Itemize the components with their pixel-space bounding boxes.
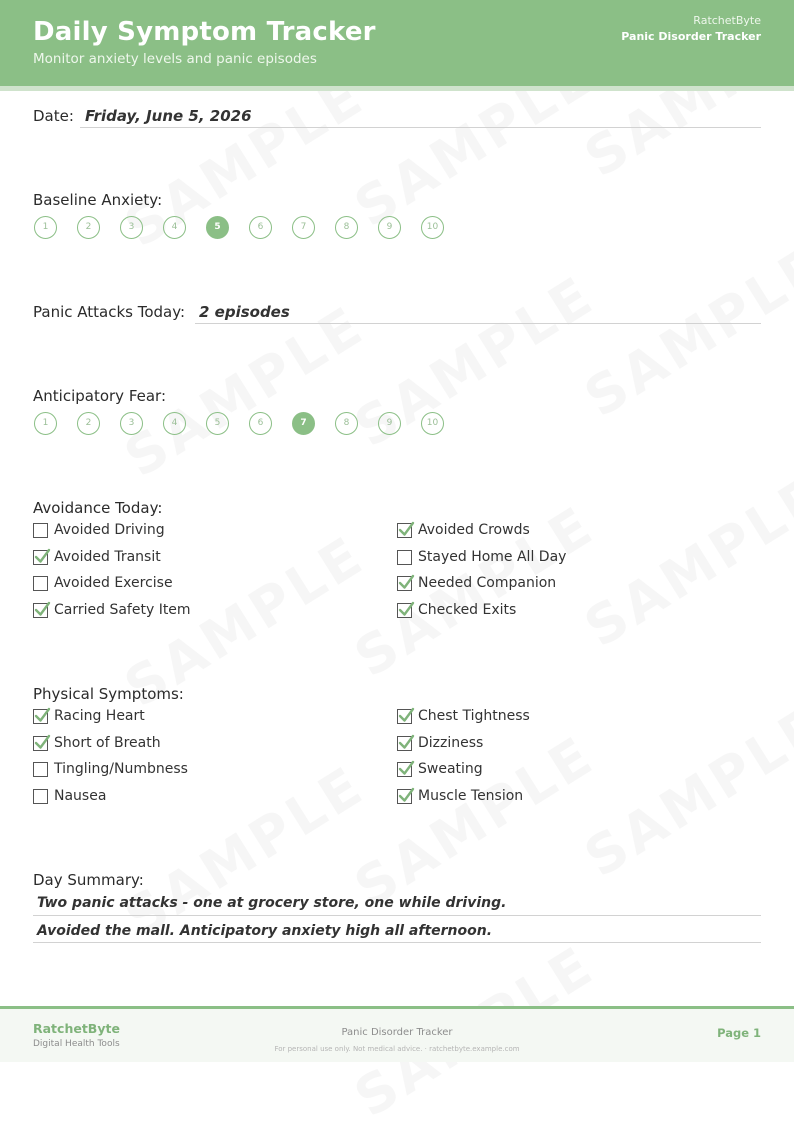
summary-underline	[33, 942, 761, 943]
checkbox-label: Avoided Exercise	[54, 575, 173, 591]
baseline-anxiety-label: Baseline Anxiety:	[33, 191, 163, 209]
rating-option-1[interactable]: 1	[34, 412, 57, 435]
rating-option-4[interactable]: 4	[163, 216, 186, 239]
checkbox-label: Racing Heart	[54, 708, 145, 724]
page-title: Daily Symptom Tracker	[33, 17, 376, 47]
date-underline	[80, 127, 761, 128]
checkmark-icon	[397, 573, 416, 592]
watermark-text	[114, 753, 376, 949]
panic-attacks-label: Panic Attacks Today:	[33, 303, 186, 321]
unchecked-checkbox[interactable]	[33, 789, 48, 804]
summary-underline	[33, 915, 761, 916]
checkmark-icon	[33, 547, 52, 566]
checkbox-label: Avoided Crowds	[418, 522, 530, 538]
rating-option-7[interactable]: 7	[292, 412, 315, 435]
checkbox-label: Nausea	[54, 787, 107, 804]
checkbox-label: Muscle Tension	[418, 787, 524, 804]
rating-option-2[interactable]: 2	[77, 412, 100, 435]
watermark-text	[574, 233, 794, 429]
physical-symptoms-label: Physical Symptoms:	[33, 685, 184, 703]
checkmark-icon	[397, 733, 416, 752]
panic-attacks-underline	[195, 323, 761, 324]
checkbox-label: Avoided Driving	[54, 522, 165, 538]
footer-fine-print: For personal use only. Not medical advice. · ratchetbyte.example.com	[274, 1045, 520, 1053]
rating-option-6[interactable]: 6	[249, 216, 272, 239]
checkbox-label: Dizziness	[418, 734, 484, 751]
checkmark-icon	[397, 600, 416, 619]
rating-option-9[interactable]: 9	[378, 412, 401, 435]
rating-option-3[interactable]: 3	[120, 412, 143, 435]
day-summary-label: Day Summary:	[33, 871, 144, 889]
checked-checkbox[interactable]	[397, 576, 412, 591]
avoidance-label: Avoidance Today:	[33, 499, 163, 517]
checkbox-label: Checked Exits	[418, 601, 517, 618]
checkmark-icon	[397, 759, 416, 778]
checked-checkbox[interactable]	[33, 550, 48, 565]
rating-option-9[interactable]: 9	[378, 216, 401, 239]
rating-option-8[interactable]: 8	[335, 412, 358, 435]
date-value[interactable]: Friday, June 5, 2026	[85, 107, 252, 125]
header-doc-name: Panic Disorder Tracker	[621, 30, 761, 43]
watermark-text	[574, 463, 794, 659]
rating-option-6[interactable]: 6	[249, 412, 272, 435]
rating-option-10[interactable]: 10	[421, 216, 444, 239]
checkbox-label: Needed Companion	[418, 575, 557, 591]
unchecked-checkbox[interactable]	[33, 576, 48, 591]
checkbox-label: Avoided Transit	[54, 548, 161, 565]
checked-checkbox[interactable]	[397, 736, 412, 751]
checked-checkbox[interactable]	[397, 709, 412, 724]
unchecked-checkbox[interactable]	[33, 762, 48, 777]
checkbox-label: Sweating	[418, 761, 483, 777]
checkbox-label: Tingling/Numbness	[54, 761, 188, 777]
checked-checkbox[interactable]	[33, 709, 48, 724]
page-header	[0, 0, 794, 91]
checkbox-label: Carried Safety Item	[54, 601, 191, 618]
anticipatory-fear-label: Anticipatory Fear:	[33, 387, 167, 405]
rating-option-5[interactable]: 5	[206, 412, 229, 435]
checkmark-icon	[33, 600, 52, 619]
checked-checkbox[interactable]	[397, 603, 412, 618]
page-subtitle: Monitor anxiety levels and panic episodes	[33, 51, 317, 67]
footer-doc-name: Panic Disorder Tracker	[341, 1027, 453, 1038]
panic-attacks-value[interactable]: 2 episodes	[199, 303, 290, 321]
checkbox-label: Chest Tightness	[418, 708, 530, 724]
summary-line[interactable]: Avoided the mall. Anticipatory anxiety high all afternoon.	[37, 923, 493, 939]
checkbox-label: Short of Breath	[54, 734, 161, 751]
footer-brand-sub: Digital Health Tools	[33, 1039, 120, 1049]
checked-checkbox[interactable]	[397, 523, 412, 538]
rating-option-10[interactable]: 10	[421, 412, 444, 435]
rating-option-7[interactable]: 7	[292, 216, 315, 239]
checkbox-label: Stayed Home All Day	[418, 548, 567, 565]
checkmark-icon	[33, 733, 52, 752]
watermark-text	[574, 693, 794, 889]
rating-option-2[interactable]: 2	[77, 216, 100, 239]
header-brand: RatchetByte	[693, 14, 761, 27]
unchecked-checkbox[interactable]	[33, 523, 48, 538]
checkmark-icon	[397, 706, 416, 725]
summary-line[interactable]: Two panic attacks - one at grocery store, one while driving.	[37, 895, 507, 911]
footer-brand: RatchetByte	[33, 1021, 120, 1036]
rating-option-5[interactable]: 5	[206, 216, 229, 239]
unchecked-checkbox[interactable]	[397, 550, 412, 565]
checked-checkbox[interactable]	[397, 789, 412, 804]
rating-option-1[interactable]: 1	[34, 216, 57, 239]
date-label: Date:	[33, 107, 74, 125]
watermark-text	[344, 723, 606, 919]
checkmark-icon	[33, 706, 52, 725]
rating-option-3[interactable]: 3	[120, 216, 143, 239]
checkmark-icon	[397, 786, 416, 805]
rating-option-8[interactable]: 8	[335, 216, 358, 239]
page-number: Page 1	[717, 1026, 761, 1040]
checkmark-icon	[397, 520, 416, 539]
rating-option-4[interactable]: 4	[163, 412, 186, 435]
checked-checkbox[interactable]	[397, 762, 412, 777]
checked-checkbox[interactable]	[33, 603, 48, 618]
checked-checkbox[interactable]	[33, 736, 48, 751]
